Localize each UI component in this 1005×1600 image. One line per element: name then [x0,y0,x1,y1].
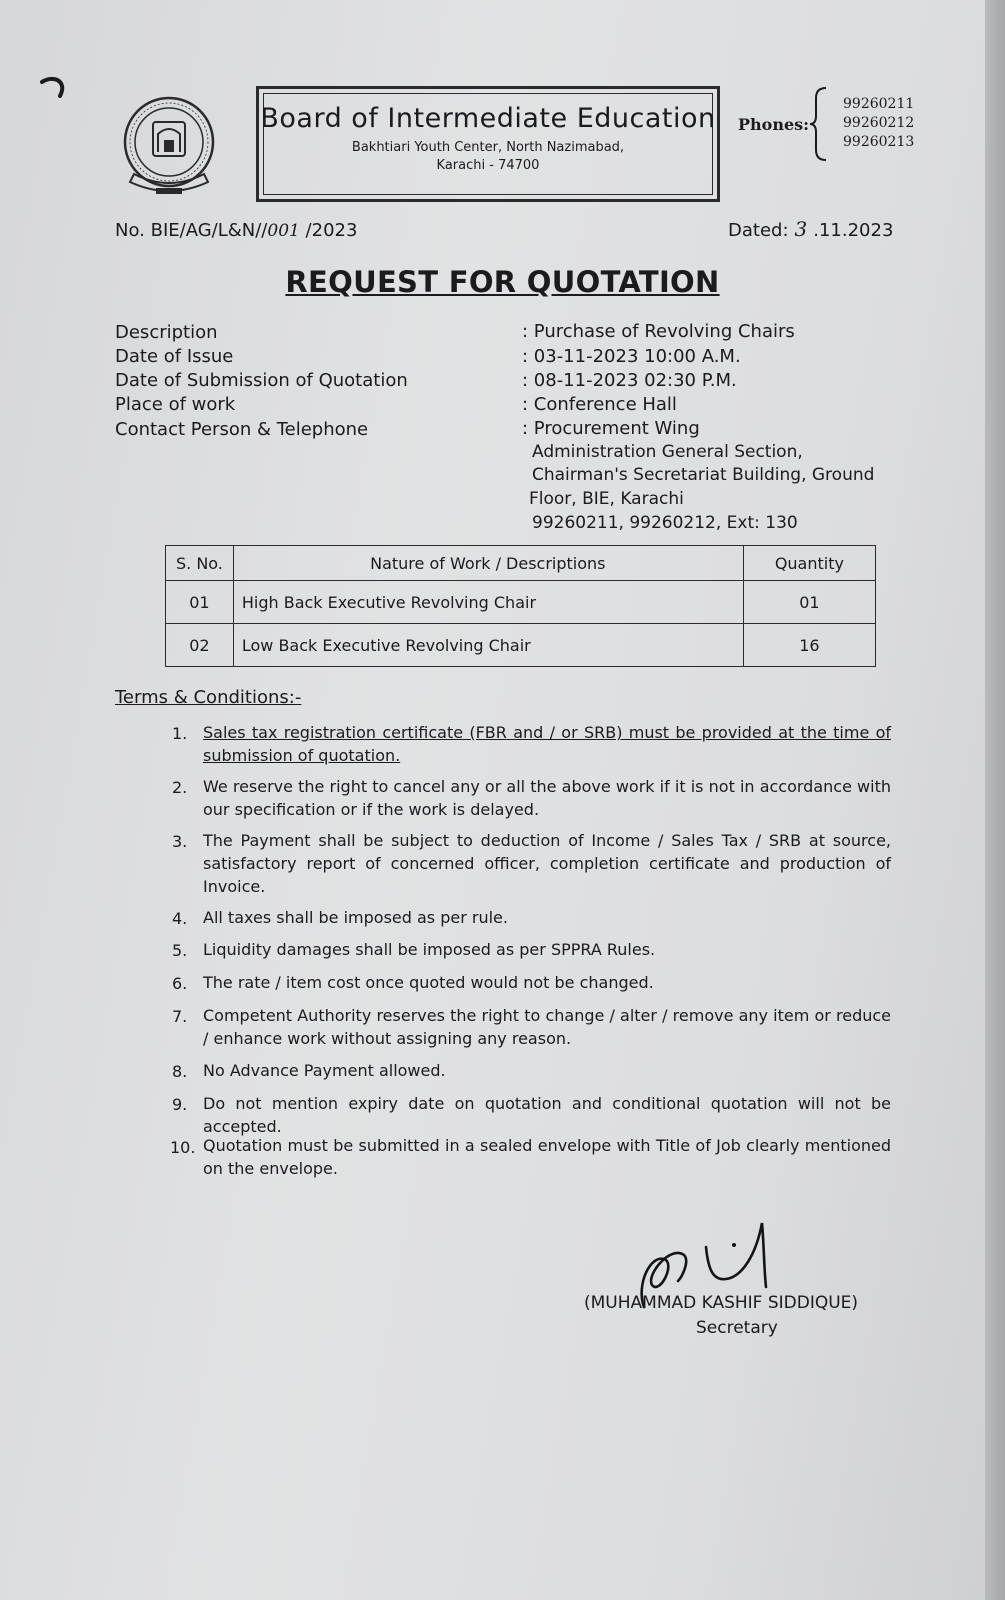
term-text: Do not mention expiry date on quotation and conditional quotation will not be accepted. [203,1094,891,1136]
term-number: 6. [172,974,188,993]
terms-heading: Terms & Conditions:- [115,687,302,708]
letterhead-box [256,86,720,202]
document-title: REQUEST FOR QUOTATION [285,265,720,299]
term-number: 4. [172,909,188,928]
term-text: Liquidity damages shall be imposed as per SPPRA Rules. [203,940,656,959]
organization-address-line2: Karachi - 74700 [436,158,540,173]
header-quantity: Quantity [743,546,875,581]
term-number: 5. [172,941,188,960]
table-header-row [166,546,876,581]
term-number: 8. [172,1062,188,1081]
contact-line-4: Floor, BIE, Karachi [529,489,684,509]
term-number: 7. [172,1007,188,1026]
board-seal-icon [120,96,218,198]
curly-brace-icon [808,86,830,162]
contact-line-5: 99260211, 99260212, Ext: 130 [532,513,798,533]
reference-prefix: No. BIE/AG/L&N// [115,220,268,241]
term-text: The rate / item cost once quoted would not be changed. [203,973,654,992]
cell-quantity: 01 [743,581,875,624]
submission-date-value: : 08-11-2023 02:30 P.M. [522,370,737,391]
page-edge [985,0,1005,1600]
dated-handwritten: 3 [794,217,808,241]
term-text: No Advance Payment allowed. [203,1061,446,1080]
phone-number-2: 99260212 [843,115,915,131]
submission-date-label: Date of Submission of Quotation [115,370,408,391]
pen-mark-icon [40,76,66,98]
table-row [166,581,876,624]
organization-address-line1: Bakhtiari Youth Center, North Nazimabad, [351,140,625,155]
term-text: Sales tax registration certificate (FBR and / or SRB) must be provided at the time of submission of quotation. [203,723,891,765]
dated-label: Dated: [728,220,789,241]
place-of-work-value: : Conference Hall [522,394,677,415]
place-of-work-label: Place of work [115,394,236,415]
term-text: We reserve the right to cancel any or all the above work if it is not in accordance with our specification or if the work is delayed. [203,777,891,819]
term-text: Competent Authority reserves the right to change / alter / remove any item or reduce / enhance work without assigning any reason. [203,1006,891,1048]
cell-description: Low Back Executive Revolving Chair [233,624,743,667]
phone-number-1: 99260211 [843,96,915,112]
term-number: 2. [172,778,188,797]
header-serial-no: S. No. [166,546,234,581]
issue-date-label: Date of Issue [115,346,234,367]
cell-quantity: 16 [743,624,875,667]
reference-handwritten: 001 [267,221,300,241]
contact-line-2: Administration General Section, [532,442,803,462]
reference-number [115,220,357,241]
header-description: Nature of Work / Descriptions [233,546,743,581]
phones-label: Phones: [738,115,810,134]
term-number: 3. [172,832,188,851]
contact-value: : Procurement Wing [522,418,700,439]
contact-label: Contact Person & Telephone [115,419,369,440]
reference-suffix: /2023 [299,220,358,241]
term-text: Quotation must be submitted in a sealed envelope with Title of Job clearly mentioned on the envelope. [203,1136,891,1178]
term-number: 9. [172,1095,188,1114]
term-text: All taxes shall be imposed as per rule. [203,908,508,927]
signatory-name: (MUHAMMAD KASHIF SIDDIQUE) [584,1293,859,1313]
issue-date-value: : 03-11-2023 10:00 A.M. [522,346,741,367]
phone-number-3: 99260213 [843,134,915,150]
term-number: 10. [170,1138,196,1157]
cell-serial-no: 01 [166,581,234,624]
signatory-designation: Secretary [696,1318,778,1338]
dated-suffix: .11.2023 [813,220,894,241]
items-table [165,545,876,667]
organization-name: Board of Intermediate Education [260,103,716,134]
term-text: The Payment shall be subject to deduction of Income / Sales Tax / SRB at source, satisfactory report of concerned officer, completion certificate and production of Invoice. [203,831,891,896]
term-number: 1. [172,724,188,743]
description-value: : Purchase of Revolving Chairs [522,321,795,342]
cell-description: High Back Executive Revolving Chair [233,581,743,624]
table-row [166,624,876,667]
cell-serial-no: 02 [166,624,234,667]
description-label: Description [115,322,218,343]
dated-line [728,217,893,241]
contact-line-3: Chairman's Secretariat Building, Ground [532,465,875,485]
